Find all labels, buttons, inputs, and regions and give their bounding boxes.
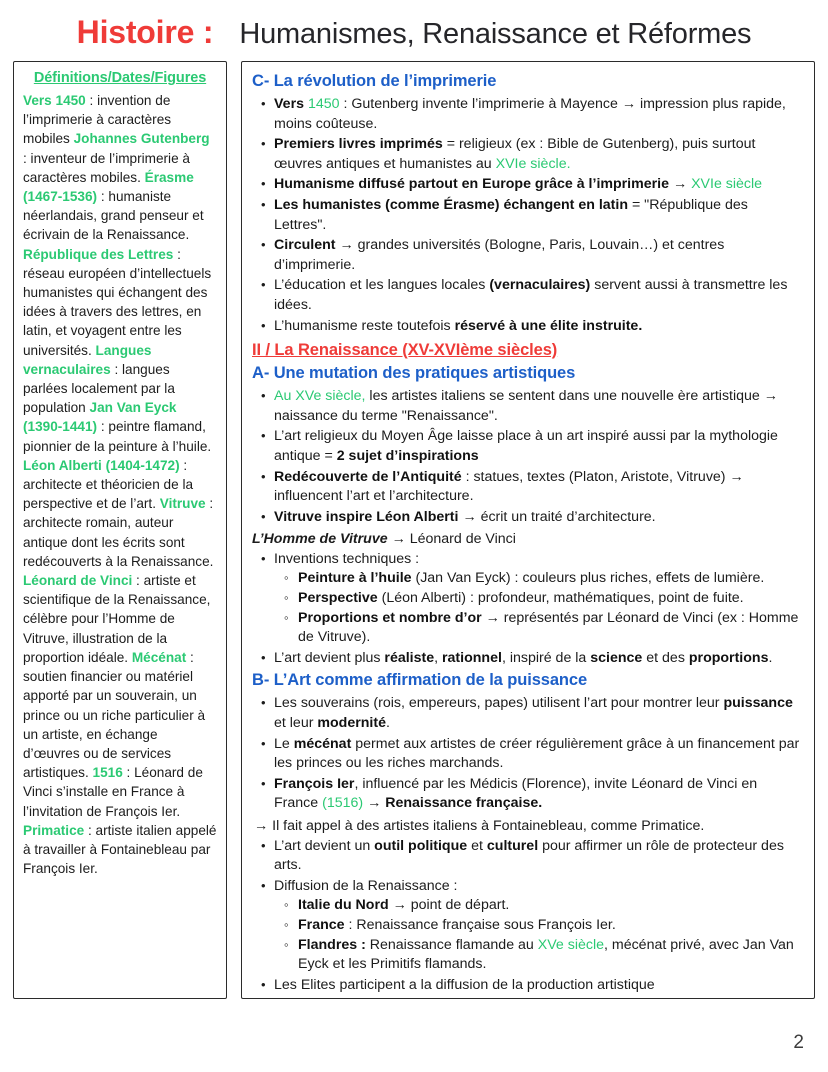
bullet-text: , inspiré de la [501,649,591,666]
sub-bullet-bold: Proportions et nombre d’or [298,609,482,626]
bullet-text: Les souverains (rois, empereurs, papes) utilisent l’art pour montrer leur [274,695,724,712]
bullet-text: les artistes italiens se sentent dans une nouvelle ère artistique [365,388,760,405]
definition-term: Léonard de Vinci [23,573,133,589]
bullet-item [274,95,804,134]
arrow-icon: → [462,508,477,525]
definition-term: Primatice [23,822,85,838]
work-title: L’Homme de Vitruve [252,531,388,548]
page-title-subject: Humanismes, Renaissance et Réformes [239,18,752,50]
definitions-list [23,91,217,878]
bullet-bold: outil politique [374,837,468,854]
sub-bullet-item [298,589,804,609]
bullet-bold: mécénat [293,735,352,752]
sub-bullet-text: point de départ. [406,897,510,914]
arrow-icon: → [367,795,382,812]
bullet-text: et leur [274,715,318,732]
bullet-bold: Premiers livres imprimés [274,136,443,153]
sub-bullet-item [298,609,804,648]
bullet-highlight-date: (1516) [322,795,364,812]
sub-bullet-bold: Italie du Nord [298,897,389,914]
definition-text: : artiste et scientifique de la Renaissance, célèbre pour l’Homme de Vitruve, illustration de la proportion idéale. [23,573,211,665]
bullet-item [274,175,804,195]
bullet-bold: Circulent [274,237,336,254]
definition-entry [23,247,211,358]
heading-section-a: A- Une mutation des pratiques artistiques [252,364,576,383]
bullet-text: = religieux (ex : Bible de Gutenberg), puis surtout œuvres antiques et humanistes au [274,136,756,172]
bullet-bold: Humanisme diffusé partout en Europe grâce à l’imprimerie [274,176,669,193]
line-text: Léonard de Vinci [405,531,516,548]
bullet-bold: réservé à une élite instruite. [454,317,643,334]
sub-bullet-item [298,569,804,589]
definition-term: Jan Van Eyck (1390-1441) [23,400,177,435]
definition-entry [23,650,205,780]
heading-section-b: B- L’Art comme affirmation de la puissance [252,671,588,690]
sub-bullet-text: représentés par Léonard de Vinci (ex : Homme de Vitruve). [298,609,799,646]
bullet-bold: Renaissance française. [385,795,543,812]
definition-term: République des Lettres [23,246,174,262]
bullet-text: Diffusion de la Renaissance : [274,877,458,894]
heading-section-ii: II / La Renaissance (XV-XVIème siècles) [252,341,558,360]
bullet-text: : statues, textes (Platon, Aristote, Vitruve) [461,468,726,485]
sub-bullet-item [298,936,804,975]
bullet-item [274,468,804,507]
bullet-text: impression plus rapide, moins coûteuse. [274,96,786,132]
content-columns [0,61,828,999]
definitions-panel [13,61,227,999]
section-a-bullet-list [252,387,804,527]
bullet-text: naissance du terme "Renaissance". [274,407,498,424]
lesson-content-panel [241,61,815,999]
definition-term: Mécénat [131,649,187,665]
bullet-text: L’art religieux du Moyen Âge laisse place à un art inspiré aussi par la mythologie antique = [274,428,778,464]
sub-bullet-text: (Jan Van Eyck) : couleurs plus riches, effets de lumière. [411,570,765,587]
bullet-bold: Les humanistes (comme Érasme) échangent en latin [274,196,629,213]
definition-text: : architecte et théoricien de la perspective et de l’art. [23,457,194,512]
bullet-item [274,775,804,814]
bullet-text: Inventions techniques : [274,550,420,567]
bullet-item [274,135,804,174]
sub-bullet-item [298,916,804,936]
bullet-text: L’art devient un [274,837,375,854]
bullet-text: écrit un traité d’architecture. [476,508,656,525]
definition-term: Vitruve [159,496,206,512]
definition-term: Vers 1450 [23,93,86,108]
bullet-highlight-date: XVIe siècle. [495,155,571,172]
bullet-item [274,877,804,975]
bullet-text: , [434,649,443,666]
page-number: 2 [793,1032,804,1053]
bullet-item [274,508,804,528]
bullet-item [274,427,804,466]
bullet-item [274,236,804,275]
bullet-item [274,196,804,235]
sub-bullet-text: , mécénat privé, avec Jan Van Eyck et les Primitifs flamands. [298,936,794,973]
inventions-sub-list [274,569,804,647]
bullet-text: permet aux artistes de créer régulièrement grâce à un financement par les princes ou les riches marchands. [274,735,800,772]
bullet-bold: (vernaculaires) [489,277,591,294]
definition-text: : inventeur de l’imprimerie à caractères mobiles. [23,150,190,185]
arrow-icon: → [392,897,407,914]
heading-section-c: C- La révolution de l’imprimerie [252,72,497,90]
bullet-item [274,550,804,648]
bullet-text: L’éducation et les langues locales [274,277,490,294]
sub-bullet-bold: Peinture à l’huile [298,570,412,587]
bullet-bold: François Ier [274,775,355,792]
definition-entry [23,823,216,876]
line-text: Il fait appel à des artistes italiens à Fontainebleau, comme Primatice. [268,818,705,834]
inventions-bullet-list [252,550,804,669]
definition-text: : Léonard de Vinci s’installe en France à l’invitation de François Ier. [23,765,203,819]
bullet-text: grandes universités (Bologne, Paris, Louvain…) et centres d’imprimerie. [274,237,725,273]
bullet-bold: Redécouverte de l’Antiquité [274,468,462,485]
bullet-text: et des [642,649,689,666]
bullet-bold: culturel [486,837,539,854]
sub-bullet-bold: Flandres : [298,936,366,953]
bullet-text: , influencé par les Médicis (Florence), invite Léonard de Vinci en France [274,775,758,812]
bullet-text: L’humanisme reste toutefois [274,317,455,334]
sub-bullet-text: : Renaissance française sous François Ier. [344,916,616,933]
bullet-item [274,735,804,774]
sub-bullet-item [298,896,804,916]
bullet-item [274,837,804,876]
definition-text: : artiste italien appelé à travailler à Fontainebleau par François Ier. [23,822,217,877]
bullet-text: pour affirmer un rôle de protecteur des arts. [274,837,784,874]
bullet-item [274,649,804,669]
definition-text: : invention de l’imprimerie à caractères mobiles [23,93,172,147]
bullet-bold: proportions [688,649,769,666]
bullet-bold: puissance [723,695,793,712]
bullet-bold: Vitruve inspire Léon Alberti [274,508,459,525]
bullet-bold: 2 sujet d’inspirations [336,447,479,464]
section-b-bullet-list-bottom [252,837,804,996]
arrow-icon: → [621,96,637,112]
bullet-text: . [768,649,773,666]
arrow-icon: → [339,237,354,254]
diffusion-sub-list [274,896,804,974]
bullet-bold: réaliste [384,649,435,666]
bullet-text: servent aussi à transmettre les idées. [274,277,788,313]
bullet-bold: modernité [317,715,386,732]
bullet-text: Les Elites participent a la diffusion de la production artistique [274,976,655,993]
bullet-text: L’art devient plus [274,649,385,666]
sub-bullet-bold: France [298,916,345,933]
bullet-bold: science [590,649,643,666]
bullet-text: . [385,715,390,732]
definition-term: Érasme (1467-1536) [23,169,194,205]
definition-term: Johannes Gutenberg [73,131,210,147]
bullet-text: influencent l’art et l’architecture. [274,488,474,505]
arrow-icon: → [763,388,778,405]
bullet-text: = "République des Lettres". [274,196,748,233]
definition-term: Langues vernaculaires [23,342,152,377]
definition-text: : soutien financier ou matériel apporté par un souverain, un prince ou un riche particulier à un artiste, en échange d’œuvres ou de services artistiques. [23,649,206,781]
homme-de-vitruve-line [252,530,804,550]
sub-bullet-highlight-date: XVe siècle [537,936,604,953]
bullet-bold: rationnel [442,649,502,666]
bullet-item [274,387,804,426]
definitions-panel-title: Définitions/Dates/Figures [33,70,207,86]
sub-bullet-bold: Perspective [298,590,378,607]
sub-bullet-text: (Léon Alberti) : profondeur, mathématiques, point de fuite. [377,590,744,607]
page-header [0,0,828,61]
arrow-icon: → [729,468,744,485]
definition-term: Léon Alberti (1404-1472) [23,457,180,473]
bullet-text: Le [274,735,294,752]
bullet-highlight-date: 1450 [307,96,340,112]
sub-bullet-text: Renaissance flamande au [365,936,538,953]
arrow-icon: → [672,176,688,193]
arrow-icon: → [391,531,406,548]
bullet-highlight-date: XVIe siècle [691,176,763,193]
page-title-main: Histoire : [76,14,214,50]
bullet-highlight-date: Au XVe siècle, [274,388,366,405]
definition-text: : humaniste néerlandais, grand penseur et écrivain de la Renaissance. [23,189,204,243]
bullet-text: et [467,837,487,854]
definition-text: : peintre flamand, pionnier de la peinture à l’huile. [23,419,212,454]
bullet-bold: Vers [274,96,304,112]
arrow-icon: → [254,818,269,834]
bullet-item [274,276,804,315]
bullet-item [274,317,804,337]
bullet-item [274,976,804,996]
section-c-bullet-list [252,95,804,336]
fontainebleau-arrow-line [252,817,804,837]
definition-text: : réseau européen d’intellectuels humanistes qui échangent des idées à travers des lettres, en latin, et voyagent entre les universités. [23,246,212,358]
definition-term: 1516 [92,765,123,781]
definition-text: : langues parlées localement par la population [23,361,175,416]
definition-text: : architecte romain, auteur antique dont les écrits sont redécouverts à la Renaissance. [23,496,214,569]
section-b-bullet-list-top [252,694,804,814]
bullet-item [274,694,804,733]
bullet-text: : Gutenberg invente l’imprimerie à Mayence [339,96,618,112]
arrow-icon: → [485,609,500,626]
